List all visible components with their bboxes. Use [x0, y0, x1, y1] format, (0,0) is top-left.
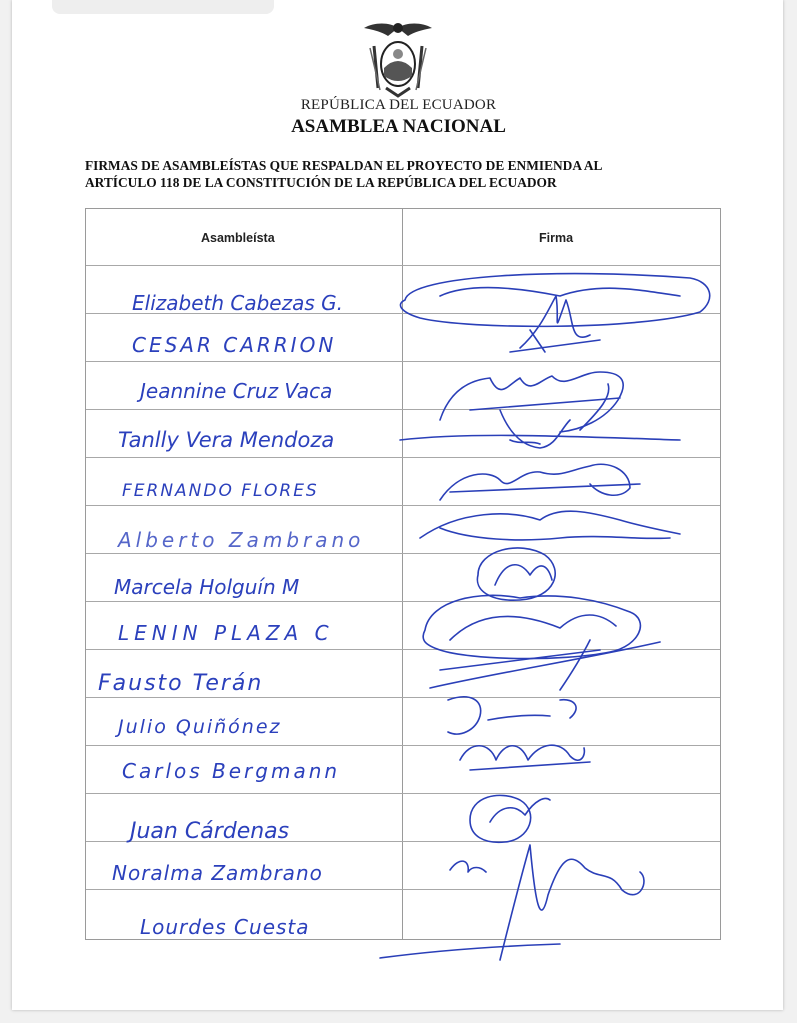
page-tab: [52, 0, 274, 14]
header-member: Asambleísta: [201, 231, 275, 245]
row-divider: [86, 313, 720, 314]
row-divider: [86, 553, 720, 554]
row-divider: [86, 361, 720, 362]
row-divider: [86, 745, 720, 746]
handwritten-name: Carlos Bergmann: [122, 759, 341, 783]
row-divider: [86, 457, 720, 458]
row-divider: [86, 409, 720, 410]
handwritten-name: Jeannine Cruz Vaca: [140, 379, 333, 403]
heading-line-1: FIRMAS DE ASAMBLEÍSTAS QUE RESPALDAN EL PROYECTO DE ENMIENDA AL: [85, 158, 603, 173]
coat-of-arms-seal: [360, 18, 436, 98]
row-divider: [86, 793, 720, 794]
document-heading: [85, 157, 735, 191]
handwritten-name: Elizabeth Cabezas G.: [132, 291, 343, 315]
row-divider: [86, 889, 720, 890]
row-divider: [86, 841, 720, 842]
handwritten-name: Fausto Terán: [98, 671, 264, 696]
row-divider: [86, 697, 720, 698]
row-divider: [86, 265, 720, 266]
handwritten-name: Marcela Holguín M: [114, 575, 300, 599]
handwritten-name: Alberto Zambrano: [118, 528, 365, 552]
republic-label: REPÚBLICA DEL ECUADOR: [300, 97, 497, 113]
row-divider: [86, 601, 720, 602]
row-divider: [86, 649, 720, 650]
handwritten-name: Julio Quiñónez: [118, 716, 282, 738]
handwritten-name: CESAR CARRION: [132, 333, 337, 357]
handwritten-name: FERNANDO FLORES: [122, 481, 319, 501]
column-divider: [402, 209, 403, 939]
handwritten-name: Juan Cárdenas: [130, 819, 290, 844]
assembly-label: ASAMBLEA NACIONAL: [291, 116, 506, 137]
handwritten-name: LENIN PLAZA C: [118, 621, 334, 645]
signature-table: [85, 208, 721, 940]
row-divider: [86, 505, 720, 506]
handwritten-name: Tanlly Vera Mendoza: [118, 428, 335, 452]
handwritten-name: Noralma Zambrano: [112, 861, 323, 885]
heading-line-2: ARTÍCULO 118 DE LA CONSTITUCIÓN DE LA REPÚBLICA DEL ECUADOR: [85, 175, 557, 190]
handwritten-name: Lourdes Cuesta: [140, 915, 310, 939]
header-signature: Firma: [539, 231, 574, 245]
